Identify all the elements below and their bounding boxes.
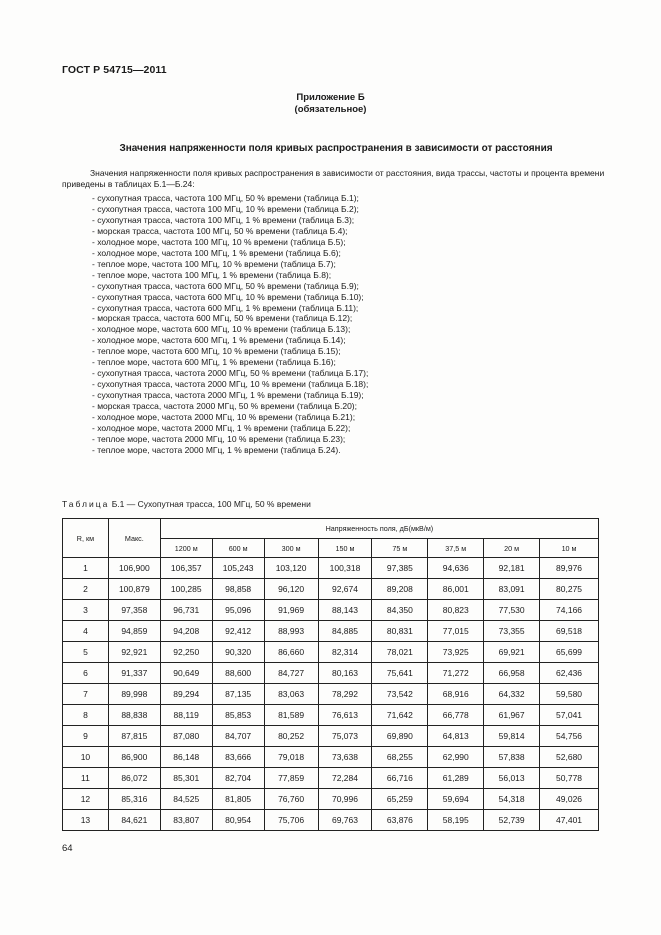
value-cell: 83,666	[212, 747, 264, 768]
distance-cell: 7	[63, 684, 109, 705]
value-cell: 103,120	[264, 558, 318, 579]
list-item: - сухопутная трасса, частота 100 МГц, 1 % времени (таблица Б.3);	[92, 214, 355, 225]
value-cell: 92,250	[160, 642, 212, 663]
value-cell: 64,813	[428, 726, 484, 747]
header-height: 1200 м	[160, 539, 212, 558]
value-cell: 83,807	[160, 810, 212, 831]
value-cell: 75,706	[264, 810, 318, 831]
value-cell: 59,580	[540, 684, 599, 705]
list-item: - теплое море, частота 100 МГц, 1 % времени (таблица Б.8);	[92, 269, 332, 280]
max-cell: 106,900	[108, 558, 160, 579]
list-item: - сухопутная трасса, частота 100 МГц, 50 % времени (таблица Б.1);	[92, 193, 359, 203]
list-item: - холодное море, частота 2000 МГц, 10 % времени (таблица Б.21);	[92, 412, 356, 423]
value-cell: 82,314	[318, 642, 372, 663]
value-cell: 66,778	[428, 705, 484, 726]
list-item: - сухопутная трасса, частота 2000 МГц, 50 % времени (таблица Б.17);	[92, 368, 369, 379]
value-cell: 86,001	[428, 579, 484, 600]
annex-heading	[0, 92, 661, 116]
value-cell: 66,958	[484, 663, 540, 684]
value-cell: 88,143	[318, 600, 372, 621]
header-max: Макс.	[108, 519, 160, 558]
value-cell: 74,166	[540, 600, 599, 621]
value-cell: 75,073	[318, 726, 372, 747]
value-cell: 78,292	[318, 684, 372, 705]
value-cell: 92,674	[318, 579, 372, 600]
value-cell: 66,716	[372, 768, 428, 789]
value-cell: 72,284	[318, 768, 372, 789]
value-cell: 61,967	[484, 705, 540, 726]
value-cell: 62,990	[428, 747, 484, 768]
value-cell: 71,642	[372, 705, 428, 726]
distance-cell: 3	[63, 600, 109, 621]
value-cell: 57,838	[484, 747, 540, 768]
value-cell: 77,015	[428, 621, 484, 642]
value-cell: 87,080	[160, 726, 212, 747]
distance-cell: 10	[63, 747, 109, 768]
value-cell: 69,921	[484, 642, 540, 663]
page-number: 64	[62, 843, 73, 854]
value-cell: 73,542	[372, 684, 428, 705]
list-item: - морская трасса, частота 600 МГц, 50 % времени (таблица Б.12);	[92, 313, 353, 324]
value-cell: 89,976	[540, 558, 599, 579]
max-cell: 85,316	[108, 789, 160, 810]
table-caption-word: Таблица	[62, 499, 110, 509]
list-item: - сухопутная трасса, частота 2000 МГц, 1 % времени (таблица Б.19);	[92, 390, 364, 401]
table-row	[63, 747, 599, 768]
value-cell: 69,763	[318, 810, 372, 831]
value-cell: 57,041	[540, 705, 599, 726]
max-cell: 100,879	[108, 579, 160, 600]
value-cell: 80,252	[264, 726, 318, 747]
table-row	[63, 705, 599, 726]
value-cell: 64,332	[484, 684, 540, 705]
value-cell: 73,638	[318, 747, 372, 768]
intro-text: Значения напряженности поля кривых распространения в зависимости от расстояния, вида трассы, частоты и процента времени приведены в таблицах Б.1—Б.24:	[62, 168, 605, 189]
list-item: - теплое море, частота 100 МГц, 10 % времени (таблица Б.7);	[92, 258, 336, 269]
value-cell: 81,589	[264, 705, 318, 726]
value-cell: 59,814	[484, 726, 540, 747]
list-item: - сухопутная трасса, частота 100 МГц, 10 % времени (таблица Б.2);	[92, 203, 359, 214]
max-cell: 86,900	[108, 747, 160, 768]
value-cell: 52,739	[484, 810, 540, 831]
value-cell: 86,148	[160, 747, 212, 768]
table-row	[63, 810, 599, 831]
standard-header: ГОСТ Р 54715—2011	[62, 64, 167, 76]
value-cell: 100,318	[318, 558, 372, 579]
value-cell: 71,272	[428, 663, 484, 684]
table-row	[63, 768, 599, 789]
value-cell: 83,091	[484, 579, 540, 600]
value-cell: 80,823	[428, 600, 484, 621]
distance-cell: 6	[63, 663, 109, 684]
value-cell: 62,436	[540, 663, 599, 684]
max-cell: 88,838	[108, 705, 160, 726]
value-cell: 56,013	[484, 768, 540, 789]
value-cell: 85,301	[160, 768, 212, 789]
header-height: 37,5 м	[428, 539, 484, 558]
value-cell: 89,208	[372, 579, 428, 600]
value-cell: 84,707	[212, 726, 264, 747]
value-cell: 88,119	[160, 705, 212, 726]
value-cell: 65,259	[372, 789, 428, 810]
max-cell: 89,998	[108, 684, 160, 705]
list-item: - холодное море, частота 100 МГц, 10 % времени (таблица Б.5);	[92, 236, 346, 247]
value-cell: 49,026	[540, 789, 599, 810]
list-item: - холодное море, частота 100 МГц, 1 % времени (таблица Б.6);	[92, 247, 341, 258]
table-row	[63, 558, 599, 579]
table-caption-text: Б.1 — Сухопутная трасса, 100 МГц, 50 % времени	[111, 499, 311, 509]
header-height: 20 м	[484, 539, 540, 558]
value-cell: 78,021	[372, 642, 428, 663]
table-row	[63, 726, 599, 747]
header-height: 10 м	[540, 539, 599, 558]
max-cell: 94,859	[108, 621, 160, 642]
distance-cell: 8	[63, 705, 109, 726]
list-item: - теплое море, частота 2000 МГц, 1 % времени (таблица Б.24).	[92, 444, 341, 455]
value-cell: 77,530	[484, 600, 540, 621]
max-cell: 97,358	[108, 600, 160, 621]
value-cell: 84,525	[160, 789, 212, 810]
header-height: 75 м	[372, 539, 428, 558]
value-cell: 59,694	[428, 789, 484, 810]
value-cell: 68,916	[428, 684, 484, 705]
annex-status: (обязательное)	[294, 104, 367, 115]
value-cell: 92,412	[212, 621, 264, 642]
list-item: - сухопутная трасса, частота 2000 МГц, 10 % времени (таблица Б.18);	[92, 379, 369, 390]
value-cell: 84,885	[318, 621, 372, 642]
value-cell: 54,318	[484, 789, 540, 810]
value-cell: 61,289	[428, 768, 484, 789]
table-caption	[62, 499, 311, 509]
distance-cell: 5	[63, 642, 109, 663]
max-cell: 92,921	[108, 642, 160, 663]
value-cell: 96,731	[160, 600, 212, 621]
list-item: - холодное море, частота 600 МГц, 1 % времени (таблица Б.14);	[92, 335, 346, 346]
value-cell: 82,704	[212, 768, 264, 789]
value-cell: 100,285	[160, 579, 212, 600]
value-cell: 86,660	[264, 642, 318, 663]
value-cell: 54,756	[540, 726, 599, 747]
max-cell: 84,621	[108, 810, 160, 831]
value-cell: 94,636	[428, 558, 484, 579]
value-cell: 50,778	[540, 768, 599, 789]
header-height: 300 м	[264, 539, 318, 558]
value-cell: 63,876	[372, 810, 428, 831]
list-item: - холодное море, частота 2000 МГц, 1 % времени (таблица Б.22);	[92, 423, 351, 434]
header-height: 600 м	[212, 539, 264, 558]
table-row	[63, 600, 599, 621]
value-cell: 68,255	[372, 747, 428, 768]
value-cell: 76,613	[318, 705, 372, 726]
list-item: - сухопутная трасса, частота 600 МГц, 1 % времени (таблица Б.11);	[92, 302, 359, 313]
value-cell: 58,195	[428, 810, 484, 831]
list-item: - сухопутная трасса, частота 600 МГц, 10 % времени (таблица Б.10);	[92, 291, 364, 302]
value-cell: 106,357	[160, 558, 212, 579]
table-row	[63, 684, 599, 705]
value-cell: 80,954	[212, 810, 264, 831]
value-cell: 87,135	[212, 684, 264, 705]
header-height: 150 м	[318, 539, 372, 558]
value-cell: 76,760	[264, 789, 318, 810]
distance-cell: 2	[63, 579, 109, 600]
distance-cell: 1	[63, 558, 109, 579]
value-cell: 88,993	[264, 621, 318, 642]
value-cell: 73,355	[484, 621, 540, 642]
value-cell: 96,120	[264, 579, 318, 600]
value-cell: 81,805	[212, 789, 264, 810]
value-cell: 84,350	[372, 600, 428, 621]
list-item: - теплое море, частота 600 МГц, 10 % времени (таблица Б.15);	[92, 346, 341, 357]
header-distance: R, км	[63, 519, 109, 558]
field-strength-table	[62, 518, 599, 831]
distance-cell: 12	[63, 789, 109, 810]
list-item: - теплое море, частота 2000 МГц, 10 % времени (таблица Б.23);	[92, 433, 346, 444]
intro-paragraph	[62, 168, 607, 190]
value-cell: 85,853	[212, 705, 264, 726]
value-cell: 89,294	[160, 684, 212, 705]
value-cell: 90,320	[212, 642, 264, 663]
table-row	[63, 579, 599, 600]
value-cell: 80,831	[372, 621, 428, 642]
value-cell: 69,890	[372, 726, 428, 747]
value-cell: 75,641	[372, 663, 428, 684]
value-cell: 88,600	[212, 663, 264, 684]
value-cell: 84,727	[264, 663, 318, 684]
max-cell: 87,815	[108, 726, 160, 747]
value-cell: 90,649	[160, 663, 212, 684]
value-cell: 65,699	[540, 642, 599, 663]
value-cell: 73,925	[428, 642, 484, 663]
table-row	[63, 642, 599, 663]
list-item: - морская трасса, частота 2000 МГц, 50 % времени (таблица Б.20);	[92, 401, 357, 412]
header-field-strength: Напряженность поля, дБ(мкВ/м)	[160, 519, 598, 539]
list-item: - морская трасса, частота 100 МГц, 50 % времени (таблица Б.4);	[92, 225, 348, 236]
value-cell: 92,181	[484, 558, 540, 579]
value-cell: 98,858	[212, 579, 264, 600]
distance-cell: 13	[63, 810, 109, 831]
value-cell: 52,680	[540, 747, 599, 768]
table-row	[63, 789, 599, 810]
distance-cell: 4	[63, 621, 109, 642]
value-cell: 95,096	[212, 600, 264, 621]
distance-cell: 9	[63, 726, 109, 747]
value-cell: 105,243	[212, 558, 264, 579]
distance-cell: 11	[63, 768, 109, 789]
value-cell: 47,401	[540, 810, 599, 831]
table-row	[63, 663, 599, 684]
value-cell: 83,063	[264, 684, 318, 705]
max-cell: 91,337	[108, 663, 160, 684]
list-item: - холодное море, частота 600 МГц, 10 % времени (таблица Б.13);	[92, 324, 351, 335]
list-item: - сухопутная трасса, частота 600 МГц, 50 % времени (таблица Б.9);	[92, 280, 359, 291]
value-cell: 77,859	[264, 768, 318, 789]
value-cell: 70,996	[318, 789, 372, 810]
max-cell: 86,072	[108, 768, 160, 789]
value-cell: 69,518	[540, 621, 599, 642]
section-title: Значения напряженности поля кривых распространения в зависимости от расстояния	[119, 143, 553, 154]
value-cell: 94,208	[160, 621, 212, 642]
value-cell: 79,018	[264, 747, 318, 768]
value-cell: 97,385	[372, 558, 428, 579]
list-item: - теплое море, частота 600 МГц, 1 % времени (таблица Б.16);	[92, 357, 336, 368]
value-cell: 80,275	[540, 579, 599, 600]
table-list	[92, 193, 368, 456]
value-cell: 80,163	[318, 663, 372, 684]
annex-title: Приложение Б	[296, 92, 365, 103]
value-cell: 91,969	[264, 600, 318, 621]
table-row	[63, 621, 599, 642]
